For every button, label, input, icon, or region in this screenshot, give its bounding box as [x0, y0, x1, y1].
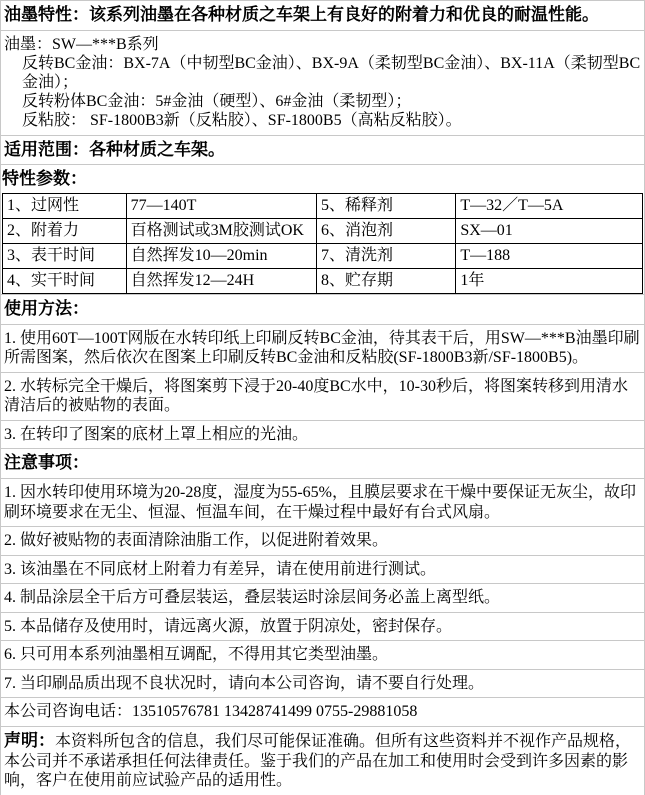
note-item-text: 6. 只可用本系列油墨相互调配，不得用其它类型油墨。	[4, 646, 389, 664]
param-value-cell: T—32／T—5A	[456, 194, 643, 219]
param-value-cell: 百格测试或3M胶测试OK	[126, 219, 316, 244]
note-item	[1, 556, 644, 585]
section-ink-series	[1, 31, 644, 136]
disclaimer-text: 本资料所包含的信息，我们尽可能保证准确。但所有这些资料并不视作产品规格，本公司并不承诺承担任何法律责任。鉴于我们的产品在加工和使用时会受到许多因素的影响，客户在使用前应试验产品的适用性。	[4, 732, 632, 790]
disclaimer-label: 声明：	[4, 730, 55, 750]
param-value-cell: 1年	[456, 269, 643, 294]
application-text: 适用范围：各种材质之车架。	[4, 139, 225, 159]
section-usage-title	[1, 295, 644, 325]
param-name-cell: 3、表干时间	[3, 244, 127, 269]
param-value-cell: 自然挥发12—24H	[126, 269, 316, 294]
section-ink-feature	[1, 1, 644, 31]
param-name-cell: 6、消泡剂	[316, 219, 455, 244]
note-item-text: 5. 本品储存及使用时，请远离火源，放置于阴凉处，密封保存。	[4, 617, 453, 635]
note-item-text: 1. 因水转印使用环境为20-28度，湿度为55-65%，且膜层要求在干燥中要保证无灰尘，故印刷环境要求在无尘、恒湿、恒温车间，在干燥过程中最好有台式风扇。	[4, 484, 636, 521]
parameters-title: 特性参数：	[2, 169, 87, 189]
note-item	[1, 613, 644, 642]
usage-item	[1, 325, 644, 373]
note-item	[1, 670, 644, 699]
note-item	[1, 527, 644, 556]
table-row	[3, 194, 643, 219]
section-notes-title	[1, 449, 644, 479]
param-name-cell: 5、稀释剂	[316, 194, 455, 219]
note-item-text: 3. 该油墨在不同底材上附着力有差异，请在使用前进行测试。	[4, 560, 437, 578]
usage-item-text: 3. 在转印了图案的底材上罩上相应的光油。	[4, 425, 309, 443]
param-name-cell: 1、过网性	[3, 194, 127, 219]
ink-series-title: 油墨：SW—***B系列	[4, 35, 159, 53]
section-contact	[1, 698, 644, 727]
param-value-cell: 77—140T	[126, 194, 316, 219]
usage-title: 使用方法：	[4, 299, 89, 319]
contact-phone-numbers: 13510576781 13428741499 0755-29881058	[132, 703, 418, 721]
note-item-text: 4. 制品涂层全干后方可叠层装运，叠层装运时涂层间务必盖上离型纸。	[4, 589, 501, 607]
contact-label: 本公司咨询电话：	[4, 703, 133, 721]
ink-series-powder-gold: 反转粉体BC金油：5#金油（硬型）、6#金油（柔韧型）；	[22, 93, 412, 111]
ink-series-bc-gold: 反转BC金油：BX-7A（中韧型BC金油）、BX-9A（柔韧型BC金油）、BX-11A（柔韧型BC金油）；	[22, 54, 641, 92]
param-name-cell: 7、清洗剂	[316, 244, 455, 269]
table-row	[3, 269, 643, 294]
notes-title: 注意事项：	[4, 453, 89, 473]
usage-item	[1, 373, 644, 421]
note-item-text: 7. 当印刷品质出现不良状况时，请向本公司咨询，请不要自行处理。	[4, 674, 485, 692]
param-value-cell: T—188	[456, 244, 643, 269]
note-item-text: 2. 做好被贴物的表面清除油脂工作，以促进附着效果。	[4, 532, 389, 550]
section-disclaimer	[1, 727, 644, 795]
note-item	[1, 479, 644, 527]
note-item	[1, 584, 644, 613]
table-row	[3, 219, 643, 244]
usage-item-text: 1. 使用60T—100T网版在水转印纸上印刷反转BC金油，待其表干后，用SW—***B油墨印刷所需图案，然后依次在图案上印刷反转BC金油和反粘胶(SF-1800B3新/SF-1800B5)。	[4, 329, 640, 367]
param-value-cell: SX—01	[456, 219, 643, 244]
ink-feature-text: 油墨特性：该系列油墨在各种材质之车架上有良好的附着力和优良的耐温性能。	[4, 5, 599, 24]
note-item	[1, 641, 644, 670]
usage-item	[1, 421, 644, 450]
section-application	[1, 136, 644, 166]
param-name-cell: 8、贮存期	[316, 269, 455, 294]
param-name-cell: 4、实干时间	[3, 269, 127, 294]
section-parameters	[1, 165, 644, 295]
usage-item-text: 2. 水转标完全干燥后，将图案剪下浸于20-40度BC水中，10-30秒后，将图案转移到用清水清洁后的被贴物的表面。	[4, 377, 629, 415]
ink-series-adhesive: 反粘胶： SF-1800B3新（反粘胶）、SF-1800B5（高粘反粘胶）。	[22, 112, 462, 130]
parameters-table	[2, 193, 643, 294]
table-row	[3, 244, 643, 269]
param-name-cell: 2、附着力	[3, 219, 127, 244]
param-value-cell: 自然挥发10—20min	[126, 244, 316, 269]
